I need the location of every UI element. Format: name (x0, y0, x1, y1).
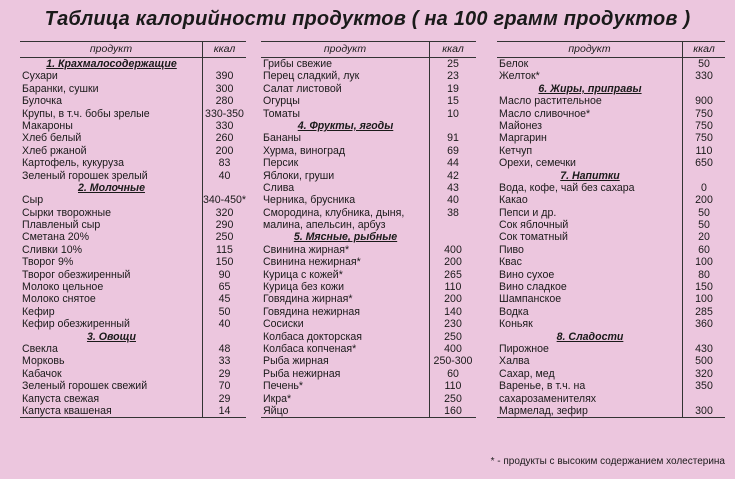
product-name: Сливки 10% (22, 243, 83, 256)
section-title: 8. Сладости (556, 330, 624, 343)
table-header (20, 42, 246, 58)
table-row (497, 244, 725, 256)
kcal-value (203, 58, 246, 70)
product-name: Свинина нежирная* (263, 256, 361, 269)
table-row (497, 306, 725, 318)
table-row (261, 281, 476, 293)
kcal-value: 430 (695, 342, 713, 355)
product-name: Варенье, в т.ч. на (499, 380, 586, 393)
product-name: Колбаса докторская (263, 330, 362, 343)
kcal-value: 48 (218, 342, 231, 355)
table-body (20, 58, 246, 417)
kcal-value: 42 (447, 169, 459, 182)
kcal-value: 200 (695, 194, 713, 207)
product-name: Вино сухое (499, 268, 555, 281)
product-name: Бананы (263, 132, 302, 145)
table-row (497, 219, 725, 231)
kcal-value: 750 (695, 119, 713, 132)
table-row (261, 132, 476, 144)
kcal-value: 330 (215, 119, 234, 132)
table-row (261, 145, 476, 157)
product-name: малина, апельсин, арбуз (263, 219, 386, 232)
kcal-value: 360 (695, 318, 713, 331)
kcal-value: 38 (447, 206, 459, 219)
table-row (20, 194, 246, 206)
kcal-value: 330-350 (205, 107, 244, 120)
table-row (497, 231, 725, 243)
product-name: Говядина нежирная (263, 305, 360, 318)
page-title: Таблица калорийности продуктов ( на 100 грамм продуктов ) (44, 8, 691, 30)
section-title: 2. Молочные (78, 181, 145, 194)
table-header (497, 42, 725, 58)
table-row (261, 405, 476, 417)
table-row (261, 244, 476, 256)
header-kcal: ккал (693, 43, 715, 55)
header-product: продукт (261, 42, 430, 57)
product-name: Хурма, виноград (263, 144, 346, 157)
table-row (497, 281, 725, 293)
kcal-value: 900 (695, 95, 713, 108)
section-heading (497, 170, 725, 182)
kcal-value: 250 (215, 231, 234, 244)
header-product: продукт (497, 42, 683, 57)
kcal-value: 50 (698, 206, 710, 219)
header-kcal: ккал (442, 43, 464, 55)
product-name: Белок (499, 58, 529, 70)
product-name: Икра* (263, 392, 292, 405)
product-name: Пепси и др. (499, 206, 557, 219)
product-name: Маргарин (499, 132, 547, 145)
table-header (261, 42, 476, 58)
kcal-value: 60 (698, 243, 710, 256)
product-name: Яблоки, груши (263, 169, 335, 182)
kcal-value: 160 (444, 404, 462, 417)
kcal-value: 100 (695, 293, 713, 306)
product-name: Кетчуп (499, 144, 533, 157)
product-name: Огурцы (263, 95, 300, 108)
table-row (20, 405, 246, 417)
kcal-value: 390 (215, 70, 234, 83)
kcal-value: 0 (701, 181, 707, 194)
table-row (497, 70, 725, 82)
kcal-value: 340-450* (203, 194, 247, 207)
kcal-value: 20 (698, 231, 710, 244)
table-row (497, 207, 725, 219)
table-row (261, 170, 476, 182)
product-name: Печень* (263, 380, 304, 393)
table-row (20, 380, 246, 392)
kcal-value: 40 (218, 169, 231, 182)
kcal-value: 260 (215, 132, 234, 145)
kcal-value: 65 (218, 281, 231, 294)
table-row (497, 120, 725, 132)
section-heading (497, 331, 725, 343)
table-row (261, 306, 476, 318)
table-row (497, 182, 725, 194)
header-product: продукт (20, 42, 203, 57)
kcal-value: 45 (218, 293, 231, 306)
product-name: Плавленый сыр (22, 219, 101, 232)
kcal-value: 110 (444, 281, 462, 294)
table-row (261, 331, 476, 343)
section-title: 5. Мясные, рыбные (293, 231, 398, 244)
kcal-value: 70 (218, 380, 231, 393)
table-row (497, 58, 725, 70)
table-row (497, 269, 725, 281)
product-name: Сыр (22, 194, 44, 207)
table-row (261, 95, 476, 107)
table-row (497, 380, 725, 392)
table-row (497, 343, 725, 355)
kcal-value: 19 (447, 82, 459, 95)
kcal-value: 265 (444, 268, 462, 281)
kcal-value: 320 (215, 206, 234, 219)
product-name: Свекла (22, 342, 58, 355)
table-row (261, 256, 476, 268)
table-row (261, 219, 476, 231)
kcal-value: 250 (444, 392, 462, 405)
kcal-value: 250-300 (433, 355, 473, 368)
table-row (497, 355, 725, 367)
kcal-value (683, 83, 725, 95)
kcal-value: 91 (447, 132, 459, 145)
product-name: Халва (499, 355, 530, 368)
column-divider (682, 58, 683, 417)
kcal-value: 140 (444, 305, 462, 318)
kcal-value (430, 219, 476, 231)
section-heading (497, 83, 725, 95)
kcal-value (430, 120, 476, 132)
table-row (497, 368, 725, 380)
product-name: Майонез (499, 119, 543, 132)
table-row (261, 269, 476, 281)
table-row (261, 108, 476, 120)
product-name: Капуста свежая (22, 392, 100, 405)
kcal-value: 50 (218, 305, 231, 318)
kcal-value: 60 (447, 367, 459, 380)
table-row (20, 318, 246, 330)
table-row (20, 244, 246, 256)
product-name: Молоко цельное (22, 281, 104, 294)
table-row (20, 132, 246, 144)
kcal-value: 29 (218, 367, 231, 380)
kcal-value: 14 (218, 404, 231, 417)
kcal-value: 25 (447, 58, 459, 70)
table-row (497, 318, 725, 330)
table-row (20, 393, 246, 405)
table-row (20, 343, 246, 355)
product-name: Творог обезжиренный (22, 268, 131, 281)
table-row (20, 281, 246, 293)
table-row (20, 145, 246, 157)
kcal-value: 50 (698, 219, 710, 232)
product-name: Баранки, сушки (22, 82, 99, 95)
kcal-value: 40 (218, 318, 231, 331)
product-name: Кефир (22, 305, 55, 318)
table-row (497, 108, 725, 120)
kcal-value: 500 (695, 355, 713, 368)
table-row (20, 70, 246, 82)
kcal-value: 33 (218, 355, 231, 368)
product-name: Крупы, в т.ч. бобы зрелые (22, 107, 150, 120)
table-row (20, 120, 246, 132)
column-divider (429, 58, 430, 417)
product-name: Шампанское (499, 293, 562, 306)
kcal-value: 290 (215, 219, 234, 232)
kcal-value: 150 (695, 281, 713, 294)
table-row (20, 231, 246, 243)
product-name: Сок яблочный (499, 219, 569, 232)
table-row (261, 368, 476, 380)
table-column-3 (497, 41, 725, 418)
product-name: Перец сладкий, лук (263, 70, 360, 83)
table-row (497, 293, 725, 305)
product-name: сахарозаменителях (499, 392, 597, 405)
table-column-2 (261, 41, 476, 418)
product-name: Картофель, кукуруза (22, 157, 124, 170)
kcal-value (683, 170, 725, 182)
kcal-value: 200 (215, 144, 234, 157)
footnote: * - продукты с высоким содержанием холестерина (490, 456, 725, 467)
table-row (261, 157, 476, 169)
product-name: Творог 9% (22, 256, 74, 269)
product-name: Какао (499, 194, 528, 207)
section-heading (20, 58, 246, 70)
table-row (20, 207, 246, 219)
section-title: 7. Напитки (560, 169, 620, 182)
kcal-value: 750 (695, 107, 713, 120)
table-row (20, 170, 246, 182)
kcal-value: 90 (218, 268, 231, 281)
kcal-value: 29 (218, 392, 231, 405)
table-body (261, 58, 476, 417)
product-name: Курица с кожей* (263, 268, 343, 281)
kcal-value: 230 (444, 318, 462, 331)
product-name: Зеленый горошек зрелый (22, 169, 148, 182)
kcal-value (430, 231, 476, 243)
product-name: Булочка (22, 95, 63, 108)
table-row (261, 58, 476, 70)
table-row (497, 95, 725, 107)
table-row (497, 132, 725, 144)
product-name: Коньяк (499, 318, 533, 331)
table-row (20, 368, 246, 380)
product-name: Кефир обезжиренный (22, 318, 130, 331)
product-name: Орехи, семечки (499, 157, 576, 170)
kcal-value: 300 (215, 82, 234, 95)
kcal-value: 100 (695, 256, 713, 269)
kcal-value (683, 331, 725, 343)
kcal-value: 83 (218, 157, 231, 170)
kcal-value: 330 (695, 70, 713, 83)
table-row (497, 157, 725, 169)
table-row (261, 318, 476, 330)
kcal-value: 350 (695, 380, 713, 393)
table-row (20, 293, 246, 305)
kcal-value: 43 (447, 181, 459, 194)
kcal-value (203, 331, 246, 343)
kcal-value: 650 (695, 157, 713, 170)
table-row (261, 393, 476, 405)
product-name: Пирожное (499, 342, 549, 355)
column-divider (202, 58, 203, 417)
product-name: Макароны (22, 119, 73, 132)
section-title: 6. Жиры, приправы (538, 82, 642, 95)
table-row (261, 207, 476, 219)
header-kcal: ккал (213, 43, 236, 55)
kcal-value: 300 (695, 404, 713, 417)
product-name: Молоко снятое (22, 293, 96, 306)
section-title: 1. Крахмалосодержащие (46, 58, 177, 70)
product-name: Грибы свежие (263, 58, 333, 70)
kcal-value: 250 (444, 330, 462, 343)
product-name: Квас (499, 256, 522, 269)
product-name: Мармелад, зефир (499, 404, 588, 417)
table-row (20, 157, 246, 169)
kcal-value (683, 393, 725, 405)
product-name: Капуста квашеная (22, 404, 112, 417)
table-body (497, 58, 725, 417)
product-name: Хлеб белый (22, 132, 82, 145)
table-row (497, 256, 725, 268)
kcal-value: 69 (447, 144, 459, 157)
kcal-value: 44 (447, 157, 459, 170)
table-row (261, 70, 476, 82)
kcal-value: 400 (444, 243, 462, 256)
table-row (20, 256, 246, 268)
kcal-value: 115 (216, 243, 233, 256)
table-row (261, 194, 476, 206)
kcal-value: 400 (444, 342, 462, 355)
product-name: Масло сливочное* (499, 107, 591, 120)
table-row (20, 108, 246, 120)
kcal-value: 320 (695, 367, 713, 380)
product-name: Зеленый горошек свежий (22, 380, 148, 393)
table-row (261, 293, 476, 305)
kcal-value: 750 (695, 132, 713, 145)
table-row (261, 355, 476, 367)
table-row (261, 182, 476, 194)
kcal-value: 200 (444, 256, 462, 269)
product-name: Хлеб ржаной (22, 144, 87, 157)
section-title: 4. Фрукты, ягоды (297, 119, 394, 132)
kcal-value: 40 (447, 194, 459, 207)
kcal-value: 10 (447, 107, 459, 120)
product-name: Вода, кофе, чай без сахара (499, 181, 635, 194)
product-name: Персик (263, 157, 299, 170)
table-row (20, 269, 246, 281)
product-name: Рыба нежирная (263, 367, 341, 380)
product-name: Сметана 20% (22, 231, 89, 244)
product-name: Сосиски (263, 318, 304, 331)
kcal-value: 200 (444, 293, 462, 306)
kcal-value: 110 (444, 380, 462, 393)
product-name: Курица без кожи (263, 281, 344, 294)
kcal-value: 150 (215, 256, 234, 269)
table-row (497, 145, 725, 157)
table-row (261, 380, 476, 392)
kcal-value (203, 182, 246, 194)
product-name: Масло растительное (499, 95, 602, 108)
section-heading (261, 231, 476, 243)
product-name: Сырки творожные (22, 206, 112, 219)
product-name: Кабачок (22, 367, 62, 380)
product-name: Вино сладкое (499, 281, 567, 294)
table-row (261, 343, 476, 355)
kcal-value: 15 (447, 95, 459, 108)
kcal-value: 285 (695, 305, 713, 318)
product-name: Пиво (499, 243, 524, 256)
product-name: Сухари (22, 70, 58, 83)
product-name: Колбаса копченая* (263, 342, 357, 355)
product-name: Яйцо (263, 404, 289, 417)
table-row (20, 95, 246, 107)
table-row (497, 393, 725, 405)
kcal-value: 50 (698, 58, 710, 70)
product-name: Салат листовой (263, 82, 342, 95)
product-name: Водка (499, 305, 529, 318)
product-name: Говядина жирная* (263, 293, 353, 306)
product-name: Черника, брусника (263, 194, 356, 207)
section-title: 3. Овощи (86, 330, 136, 343)
table-row (20, 306, 246, 318)
kcal-value: 23 (447, 70, 459, 83)
table-row (20, 219, 246, 231)
product-name: Желток* (499, 70, 540, 83)
table-row (20, 83, 246, 95)
product-name: Слива (263, 181, 295, 194)
section-heading (261, 120, 476, 132)
table-row (497, 405, 725, 417)
product-name: Свинина жирная* (263, 243, 350, 256)
kcal-value: 80 (698, 268, 710, 281)
product-name: Томаты (263, 107, 300, 120)
table-row (20, 355, 246, 367)
product-name: Сок томатный (499, 231, 568, 244)
kcal-value: 110 (695, 144, 713, 157)
product-name: Сахар, мед (499, 367, 555, 380)
product-name: Смородина, клубника, дыня, (263, 206, 405, 219)
product-name: Морковь (22, 355, 65, 368)
product-name: Рыба жирная (263, 355, 329, 368)
table-row (261, 83, 476, 95)
kcal-value: 280 (215, 95, 234, 108)
section-heading (20, 331, 246, 343)
section-heading (20, 182, 246, 194)
table-row (497, 194, 725, 206)
table-column-1 (20, 41, 246, 418)
